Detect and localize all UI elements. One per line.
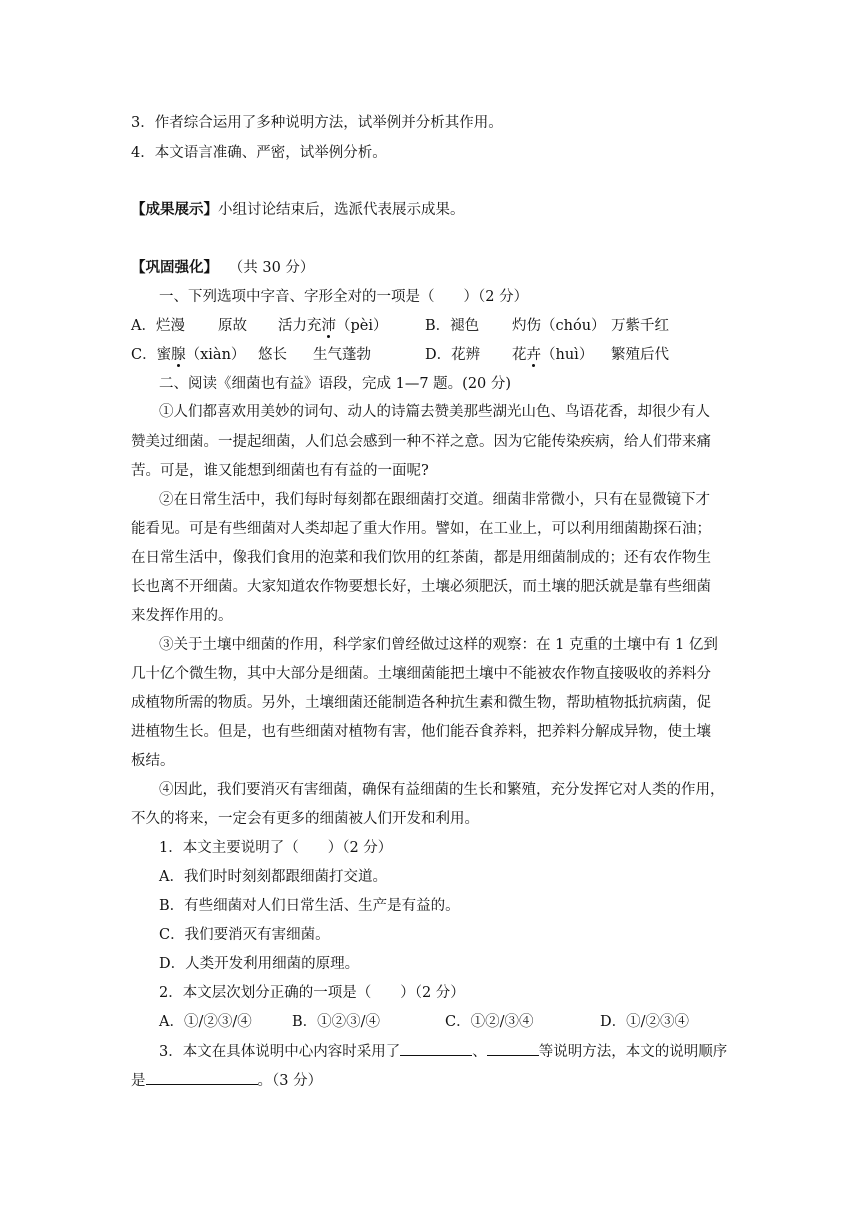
option-d-word-2-pinyin: （huì） <box>541 347 594 363</box>
q2-option-b: B．①②③/④ <box>292 1014 381 1030</box>
option-a-word-1: 烂漫 <box>155 318 185 334</box>
passage-p3-line-2: 几十亿个微生物，其中大部分是细菌。土壤细菌能把土壤中不能被农作物直接吸收的养料分 <box>131 666 711 682</box>
q2-stem: 2．本文层次划分正确的一项是（ ）（2 分） <box>159 985 465 1001</box>
q3-blank-3[interactable] <box>146 1070 258 1085</box>
option-a-word-3-pre: 活力充 <box>278 318 322 334</box>
option-b <box>425 316 479 336</box>
option-a-word-3-dotted: 沛 <box>321 318 336 334</box>
q1-stem: 1．本文主要说明了（ ）（2 分） <box>159 840 393 856</box>
part2-title: 二、阅读《细菌也有益》语段，完成 1—7 题。(20 分) <box>159 376 512 392</box>
passage-p2-line-4: 长也离不开细菌。大家知道农作物要想长好，土壤必须肥沃，而土壤的肥沃就是靠有些细菌 <box>131 579 711 595</box>
q3-text-3: 是 <box>131 1073 146 1089</box>
option-c-word-1-dotted: 腺 <box>171 347 186 363</box>
option-a-word-3 <box>278 316 388 336</box>
q3-text-2: 等说明方法，本文的说明顺序 <box>538 1044 728 1060</box>
option-d <box>425 345 480 365</box>
option-d-word-2 <box>512 345 593 365</box>
q3-text-4: 。（3 分） <box>257 1073 323 1089</box>
option-a <box>131 316 185 336</box>
option-a-label: A． <box>131 318 156 334</box>
passage-p3-line-4: 进植物生长。但是，也有些细菌对植物有害，他们能吞食养料，把养料分解成异物，使土壤 <box>131 724 711 740</box>
option-a-word-3-pinyin: （pèi） <box>336 318 388 334</box>
option-c <box>131 345 245 365</box>
passage-p3-line-5: 板结。 <box>131 753 175 769</box>
option-b-word-2: 灼伤（chóu） <box>512 318 606 334</box>
q2-option-d: D．①/②③④ <box>600 1014 690 1030</box>
q2-option-a: A．①/②③/④ <box>159 1014 252 1030</box>
prev-question-3: 3．作者综合运用了多种说明方法，试举例并分析其作用。 <box>131 115 503 131</box>
q1-option-c: C．我们要消灭有害细菌。 <box>159 927 330 943</box>
q3-separator: 、 <box>472 1044 487 1060</box>
passage-p1-line-3: 苦。可是，谁又能想到细菌也有有益的一面呢? <box>131 463 429 479</box>
q3-blank-1[interactable] <box>400 1041 472 1056</box>
option-c-word-1-pinyin: （xiàn） <box>185 347 246 363</box>
option-c-word-1-pre: 蜜 <box>156 347 172 363</box>
option-b-word-3: 万紫千红 <box>611 318 669 334</box>
results-heading: 【成果展示】 <box>131 201 218 218</box>
option-b-label: B． <box>425 318 451 334</box>
passage-p3-line-1: ③关于土壤中细菌的作用，科学家们曾经做过这样的观察：在 1 克重的土壤中有 1 亿到 <box>159 637 718 653</box>
option-d-word-2-dotted: 卉 <box>526 347 541 363</box>
results-section <box>131 200 465 220</box>
option-d-word-2-pre: 花 <box>512 347 527 363</box>
option-c-label: C． <box>131 347 157 363</box>
option-d-word-1: 花辨 <box>451 347 481 363</box>
option-c-word-3: 生气蓬勃 <box>313 347 371 363</box>
q1-option-b: B．有些细菌对人们日常生活、生产是有益的。 <box>159 898 460 914</box>
q3-line-2 <box>131 1070 322 1091</box>
passage-p4-line-2: 不久的将来，一定会有更多的细菌被人们开发和利用。 <box>131 811 479 827</box>
consolidate-section <box>131 258 314 278</box>
q3-blank-2[interactable] <box>487 1041 539 1056</box>
passage-p2-line-2: 能看见。可是有些细菌对人类却起了重大作用。譬如，在工业上，可以利用细菌勘探石油； <box>131 521 711 537</box>
passage-p1-line-2: 赞美过细菌。一提起细菌，人们总会感到一种不祥之意。因为它能传染疾病，给人们带来痛 <box>131 434 711 450</box>
option-c-word-2: 悠长 <box>258 347 287 363</box>
passage-p2-line-3: 在日常生活中，像我们食用的泡菜和我们饮用的红茶菌，都是用细菌制成的；还有农作物生 <box>131 550 711 566</box>
q1-option-a: A．我们时时刻刻都跟细菌打交道。 <box>159 869 387 885</box>
prev-question-4: 4．本文语言准确、严密，试举例分析。 <box>131 145 387 161</box>
results-text: 小组讨论结束后，选派代表展示成果。 <box>218 202 465 218</box>
consolidate-heading: 【巩固强化】 <box>131 259 218 276</box>
q3-text-1: 3．本文在具体说明中心内容时采用了 <box>159 1044 401 1060</box>
q3-line-1 <box>159 1041 727 1062</box>
option-d-word-3: 繁殖后代 <box>611 347 669 363</box>
q1-option-d: D．人类开发利用细菌的原理。 <box>159 956 360 972</box>
passage-p2-line-5: 来发挥作用的。 <box>131 608 233 624</box>
option-d-label: D． <box>425 347 452 363</box>
passage-p4-line-1: ④因此，我们要消灭有害细菌，确保有益细菌的生长和繁殖，充分发挥它对人类的作用， <box>159 782 725 798</box>
consolidate-score: （共 30 分） <box>236 260 315 276</box>
q2-option-c: C．①②/③④ <box>445 1014 534 1030</box>
option-b-word-1: 褪色 <box>450 318 480 334</box>
passage-p1-line-1: ①人们都喜欢用美妙的词句、动人的诗篇去赞美那些湖光山色、鸟语花香，却很少有人 <box>159 404 710 420</box>
passage-p2-line-1: ②在日常生活中，我们每时每刻都在跟细菌打交道。细菌非常微小，只有在显微镜下才 <box>159 492 710 508</box>
part1-title: 一、下列选项中字音、字形全对的一项是（ ）（2 分） <box>159 289 529 305</box>
option-a-word-2: 原故 <box>218 318 247 334</box>
passage-p3-line-3: 成植物所需的物质。另外，土壤细菌还能制造各种抗生素和微生物，帮助植物抵抗病菌，促 <box>131 695 711 711</box>
